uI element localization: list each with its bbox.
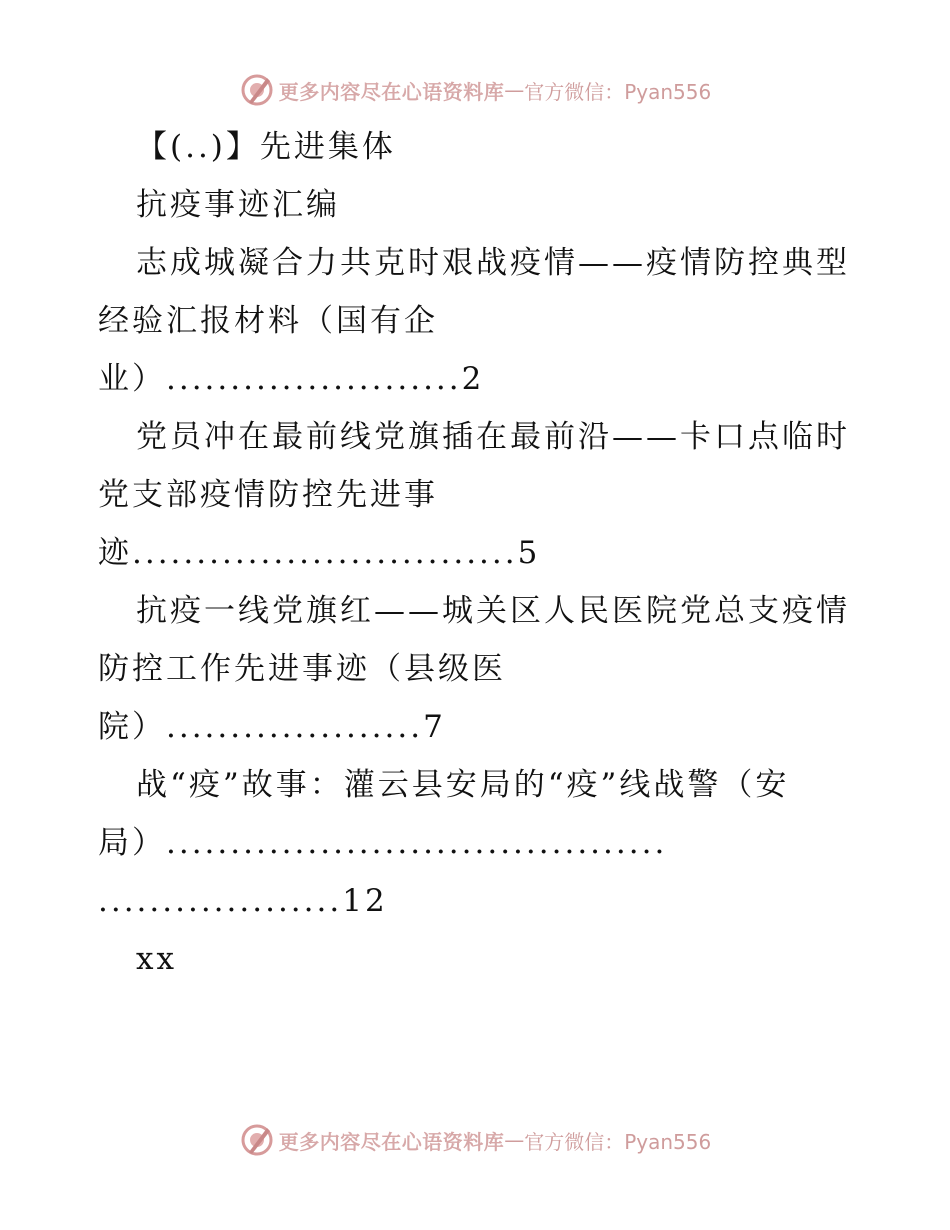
toc-entry-1-line3: 业）.......................2 <box>98 361 485 397</box>
toc-entry-2-line3: 迹..............................5 <box>98 535 541 571</box>
watermark-text: 更多内容尽在心语资料库 <box>278 79 505 104</box>
toc-entry-2-line2: 党支部疫情防控先进事 <box>98 477 438 513</box>
toc-heading: 【(..)】先进集体 <box>136 129 396 165</box>
toc-entry-1-line1: 志成城凝合力共克时艰战疫情——疫情防控典型 <box>136 245 850 281</box>
watermark-text: 更多内容尽在心语资料库 <box>278 1129 505 1154</box>
toc-entry-3-line2: 防控工作先进事迹（县级医 <box>98 651 506 687</box>
watermark-dash: — <box>504 1128 525 1152</box>
toc-entry-4-line1: 战“疫”故事：灌云县安局的“疫”线战警（安 <box>136 767 790 803</box>
footer-watermark <box>0 1120 950 1160</box>
toc-entry-2-line1: 党员冲在最前线党旗插在最前沿——卡口点临时 <box>136 419 850 455</box>
toc-entry-4-line3: ...................12 <box>98 883 388 919</box>
toc-entry-3-line1: 抗疫一线党旗红——城关区人民医院党总支疫情 <box>136 593 850 629</box>
quill-logo-icon <box>239 72 275 108</box>
toc-entry-3-line3: 院）....................7 <box>98 709 446 745</box>
header-watermark <box>0 70 950 110</box>
toc-subheading: 抗疫事迹汇编 <box>136 187 340 223</box>
watermark-wechat: 官方微信：Pyan556 <box>524 79 712 104</box>
watermark-dash: — <box>504 78 525 102</box>
toc-entry-1-line2: 经验汇报材料（国有企 <box>98 303 438 339</box>
watermark-wechat: 官方微信：Pyan556 <box>524 1129 712 1154</box>
toc-content <box>98 118 858 988</box>
toc-entry-4-line2: 局）....................................... <box>98 825 668 861</box>
quill-logo-icon <box>239 1122 275 1158</box>
toc-trailer: xx <box>136 941 177 977</box>
